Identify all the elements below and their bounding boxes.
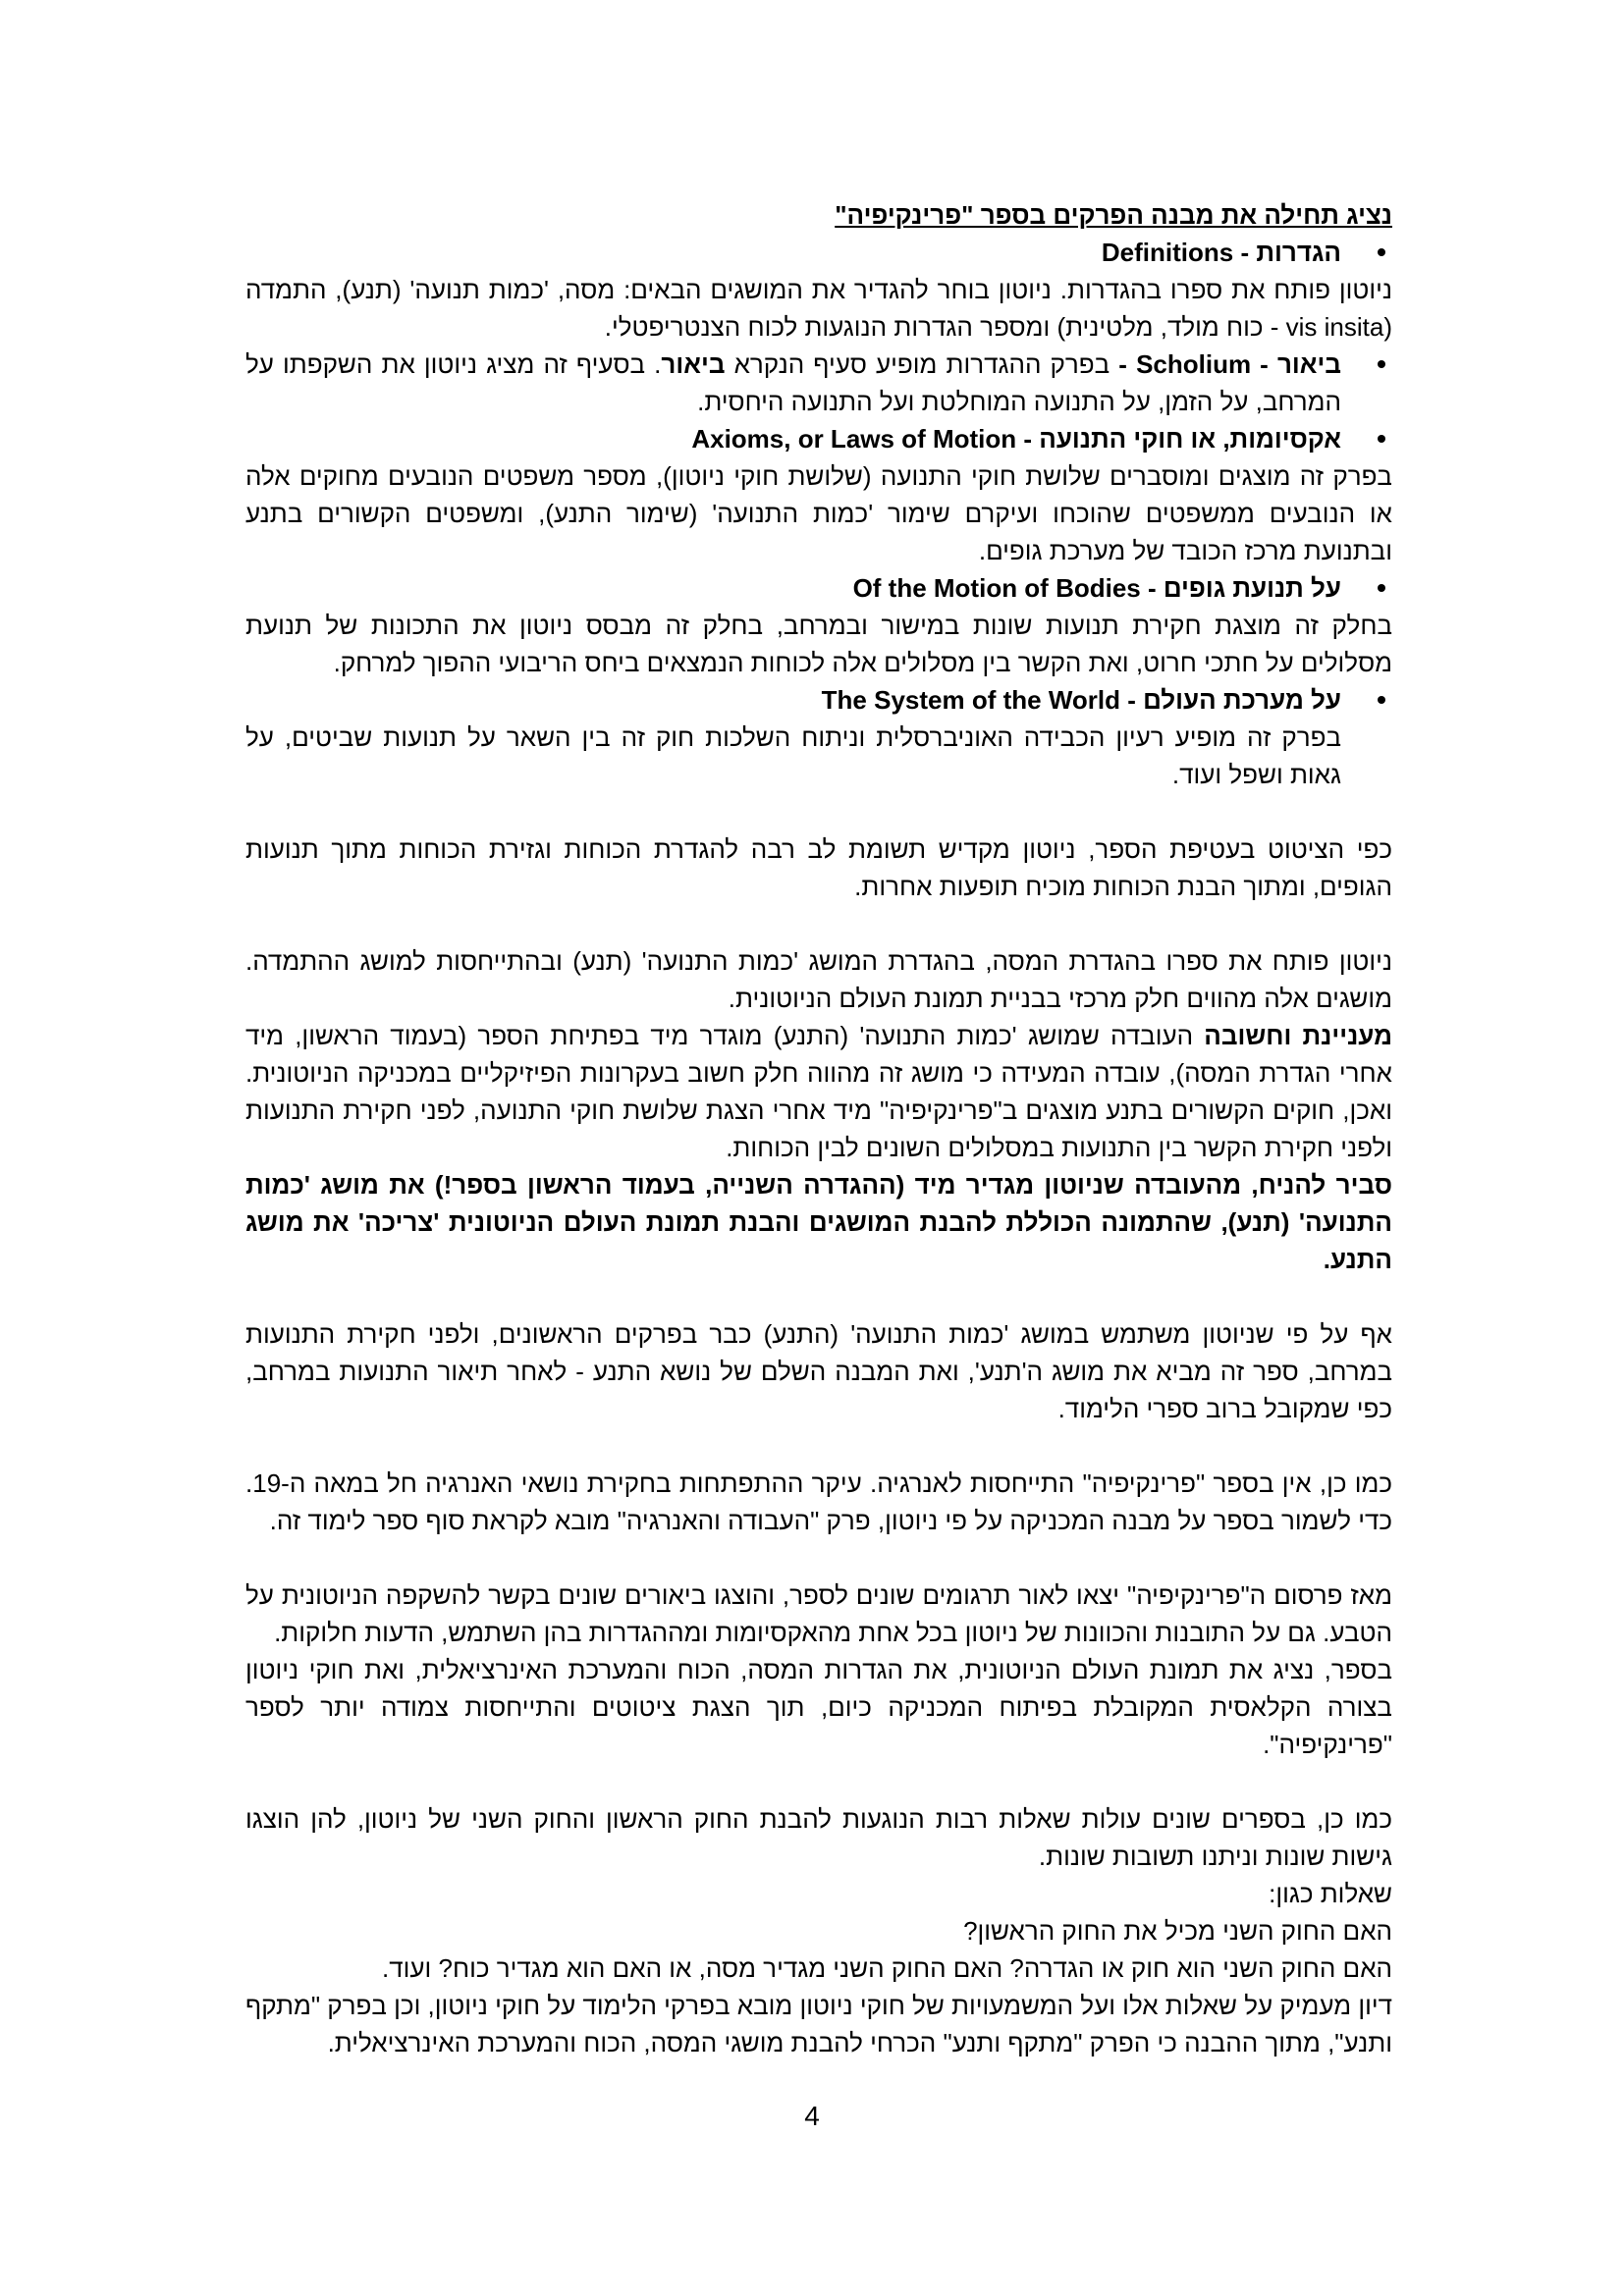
definitions-title: הגדרות - Definitions — [245, 234, 1392, 271]
chapter-structure-list — [245, 234, 1392, 793]
scholium-text — [245, 346, 1392, 420]
system-of-world-title: על מערכת העולם - The System of the World — [245, 681, 1392, 719]
paragraph-3-bold-conclusion: סביר להניח, מהעובדה שניוטון מגדיר מיד (ההגדרה השנייה, בעמוד הראשון בספר!) את מושג 'כמות התנועה' (תנע), שהתמונה הכוללת להבנת המושגים והבנת תמונת העולם הניוטונית 'צריכה' את מושג התנע. — [245, 1170, 1392, 1274]
paragraph-11: האם החוק השני הוא חוק או הגדרה? האם החוק השני מגדיר מסה, או האם הוא מגדיר כוח? ועוד. — [382, 1953, 1392, 1983]
list-item-scholium — [245, 346, 1392, 420]
system-of-world-body: בפרק זה מופיע רעיון הכבידה האוניברסלית וניתוח השלכות חוק זה בין השאר על תנועות שביטים, על גאות ושפל ועוד. — [245, 722, 1341, 789]
paragraph-3-bold-start: מעניינת וחשובה — [1204, 1021, 1392, 1050]
paragraph-1: כפי הציטוט בעטיפת הספר, ניוטון מקדיש תשומת לב רבה להגדרת הכוחות וגזירת הכוחות מתוך תנועות הגופים, ומתוך הבנת הכוחות מוכיח תופעות אחרות. — [245, 834, 1392, 901]
paragraph-9: שאלות כגון: — [1269, 1879, 1392, 1908]
section-heading: נציג תחילה את מבנה הפרקים בספר "פרינקיפיה" — [835, 200, 1392, 230]
paragraph-2: ניוטון פותח את ספרו בהגדרת המסה, בהגדרת המושג 'כמות התנועה' (תנע) ובהתייחסות למושג ההתמדה. מושגים אלה מהווים חלק מרכזי בבניית תמונת העולם הניוטונית. — [245, 946, 1392, 1013]
list-item-system-of-world — [245, 681, 1392, 793]
paragraph-6: מאז פרסום ה"פרינקיפיה" יצאו לאור תרגומים שונים לספר, והוצגו ביאורים שונים בקשר להשקפה הניוטונית על הטבע. גם על התובנות והכוונות של ניוטון בכל אחת מהאקסיומות ומההגדרות בהן השתמש, הדעות חלוקות. — [245, 1580, 1392, 1647]
paragraph-4: אף על פי שניוטון משתמש במושג 'כמות התנועה' (התנע) כבר בפרקים הראשונים, ולפני חקירת התנועות במרחב, ספר זה מביא את מושג ה'תנע', ואת המבנה השלם של נושא התנע - לאחר תיאור התנועות במרחב, כפי שמקובל ברוב ספרי הלימוד. — [245, 1319, 1392, 1423]
paragraph-5: כמו כן, אין בספר "פרינקיפיה" התייחסות לאנרגיה. עיקר ההתפתחות בחקירת נושאי האנרגיה חל במאה ה-19. כדי לשמור בספר על מבנה המכניקה על פי ניוטון, פרק "העבודה והאנרגיה" מובא לקראת סוף ספר לימוד זה. — [245, 1468, 1392, 1535]
page-number: 4 — [804, 2101, 820, 2131]
list-item-axioms — [245, 420, 1392, 569]
document-page — [245, 196, 1392, 2061]
paragraph-12: דיון מעמיק על שאלות אלו ועל המשמעויות של חוקי ניוטון מובא בפרקי הלימוד על חוקי ניוטון, וכן בפרק "מתקף ותנע", מתוך ההבנה כי הפרק "מתקף ותנע" הכרחי להבנת מושגי המסה, הכוח והמערכת האינרציאלית. — [245, 1991, 1392, 2057]
axioms-title: אקסיומות, או חוקי התנועה - Axioms, or Laws of Motion — [245, 420, 1392, 457]
paragraph-8: כמו כן, בספרים שונים עולות שאלות רבות הנוגעות להבנת החוק הראשון והחוק השני של ניוטון, להן הוצגו גישות שונות וניתנו תשובות שונות. — [245, 1804, 1392, 1871]
scholium-body-start: בפרק ההגדרות מופיע סעיף הנקרא — [733, 349, 1110, 379]
motion-of-bodies-body: בחלק זה מוצגת חקירת תנועות שונות במישור ובמרחב, בחלק זה מבסס ניוטון את התכונות של תנועת מסלולים על חתכי חרוט, ואת הקשר בין מסלולים אלה לכוחות הנמצאים ביחס הריבועי ההפוך למרחק. — [245, 611, 1392, 677]
paragraph-10: האם החוק השני מכיל את החוק הראשון? — [963, 1916, 1392, 1946]
scholium-title: ביאור - Scholium - — [1118, 349, 1341, 379]
axioms-body: בפרק זה מוצגים ומוסברים שלושת חוקי התנועה (שלושת חוקי ניוטון), מספר משפטים הנובעים מחוקים אלה או הנובעים ממשפטים שהוכחו ועיקרם שימור 'כמות התנועה' (שימור התנע), ומשפטים הקשורים בתנע ובתנועת מרכז הכובד של מערכת גופים. — [245, 461, 1392, 565]
motion-of-bodies-title: על תנועת גופים - Of the Motion of Bodies — [245, 569, 1392, 607]
definitions-body: ניוטון פותח את ספרו בהגדרות. ניוטון בוחר להגדיר את המושגים הבאים: מסה, 'כמות תנועה' (תנע), התמדה (vis insita - כוח מולד, מלטינית) ומספר הגדרות הנוגעות לכוח הצנטריפטלי. — [245, 275, 1392, 342]
scholium-bold-word: ביאור — [661, 349, 726, 379]
paragraph-7: בספר, נציג את תמונת העולם הניוטונית, את הגדרות המסה, הכוח והמערכת האינרציאלית, ואת חוקי ניוטון בצורה הקלאסית המקובלת בפיתוח המכניקה כיום, תוך הצגת ציטוטים והתייחסות צמודה יותר לספר "פרינקיפיה". — [245, 1655, 1392, 1759]
list-item-definitions — [245, 234, 1392, 346]
paragraph-3-text: העובדה שמושג 'כמות התנועה' (התנע) מוגדר מיד בפתיחת הספר (בעמוד הראשון, מיד אחרי הגדרת המסה), עובדה המעידה כי מושג זה מהווה חלק חשוב בעקרונות הפיזיקליים במכניקה הניוטונית. ואכן, חוקים הקשורים בתנע מוצגים ב"פרינקיפיה" מיד אחרי הצגת שלושת חוקי התנועה, לפני חקירת התנועות ולפני חקירת הקשר בין התנועות במסלולים השונים לבין הכוחות. — [245, 1021, 1392, 1162]
list-item-motion-of-bodies — [245, 569, 1392, 681]
scholium-body-end: . בסעיף זה מציג ניוטון את השקפתו על המרחב, על הזמן, על התנועה המוחלטת ועל התנועה היחסית. — [245, 349, 1341, 416]
paragraph-3 — [245, 1017, 1392, 1166]
